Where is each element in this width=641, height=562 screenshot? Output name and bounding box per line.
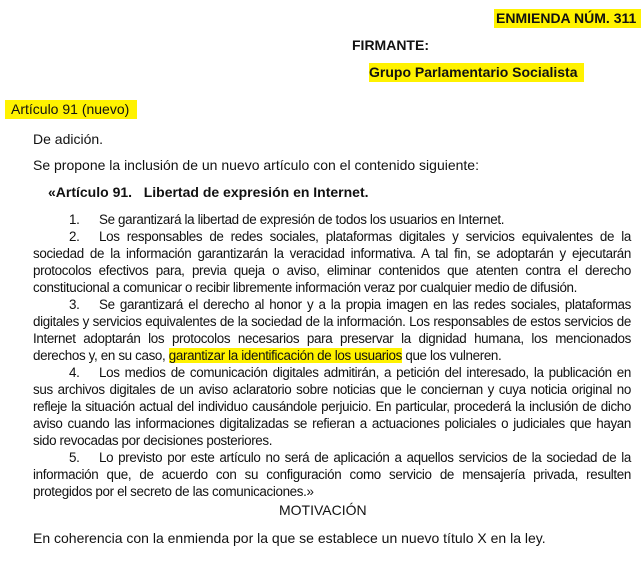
signer-label: FIRMANTE: (352, 37, 429, 53)
item-number: 5. (69, 450, 80, 465)
item-number: 4. (69, 365, 80, 380)
item-text: Se garantizará el derecho al honor y a la propia imagen en las redes sociales, plataformas digitales y servicios equivalentes de la sociedad de la información. Los responsables de estos servicios de Internet adoptarán los protocolos necesarios para preservar la dignidad humana, los mencionados derechos y, en su caso, (33, 297, 631, 363)
item-text: Se garantizará la libertad de expresión de todos los usuarios en Internet. (99, 212, 505, 227)
item-text-end: que los vulneren. (401, 348, 502, 363)
highlighted-text: garantizar la identificación de los usuarios (168, 348, 402, 363)
item-text: Lo previsto por este artículo no será de aplicación a aquellos servicios de la sociedad de la información que, de acuerdo con su configuración como servicio de mensajería privada, resulten protegidos por el secreto de las comunicaciones.» (33, 450, 631, 499)
article-body (33, 211, 631, 500)
article-reference: Artículo 91 (nuevo) (5, 100, 137, 119)
article-item-4 (33, 364, 631, 449)
item-number: 2. (69, 229, 80, 244)
item-number: 1. (69, 212, 80, 227)
signer-group: Grupo Parlamentario Socialista (369, 63, 584, 82)
article-title: «Artículo 91. Libertad de expresión en Internet. (48, 184, 369, 200)
amendment-type: De adición. (33, 131, 104, 147)
motivation-heading: MOTIVACIÓN (279, 502, 367, 518)
article-item-2 (33, 228, 631, 296)
article-intro: Se propone la inclusión de un nuevo artículo con el contenido siguiente: (33, 157, 479, 173)
motivation-text: En coherencia con la enmienda por la que se establece un nuevo título X en la ley. (33, 530, 546, 546)
amendment-number: ENMIENDA NÚM. 311 (494, 9, 641, 28)
article-item-1 (33, 211, 631, 228)
item-text: Los medios de comunicación digitales admitirán, a petición del interesado, la publicación en sus archivos digitales de un aviso aclaratorio sobre noticias que le conciernan y cuya noticia original no refleje la situación actual del individuo causándole perjuicio. En particular, procederá la inclusión de dicho aviso cuando las informaciones digitalizadas se refieran a actuaciones policiales o judiciales que hayan sido revocadas por decisiones posteriores. (33, 365, 631, 448)
article-item-5 (33, 449, 631, 500)
item-text: Los responsables de redes sociales, plataformas digitales y servicios equivalentes de la sociedad de la información garantizarán la veracidad informativa. A tal fin, se adoptarán y ejecutarán protocolos efectivos para, previa queja o aviso, eliminar contenidos que atenten contra el derecho constitucional a comunicar o recibir libremente información veraz por cualquier medio de difusión. (33, 229, 631, 295)
item-number: 3. (69, 297, 80, 312)
article-item-3 (33, 296, 631, 364)
